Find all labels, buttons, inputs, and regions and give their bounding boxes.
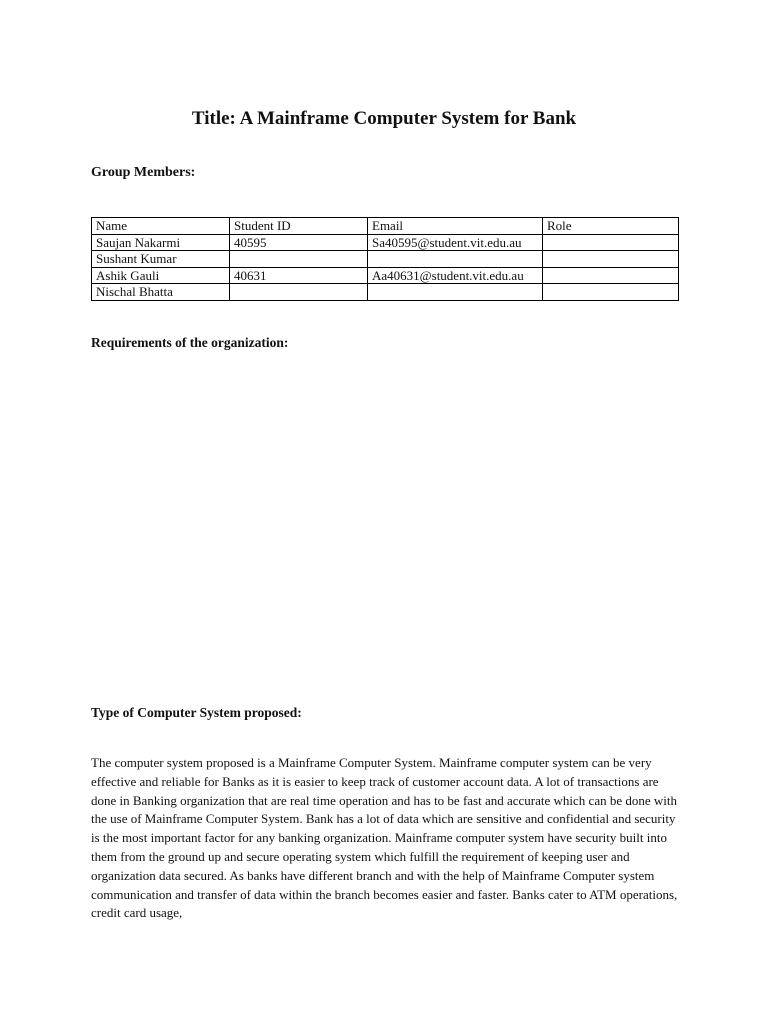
cell-student-id: 40595 — [230, 234, 368, 251]
system-type-heading: Type of Computer System proposed: — [91, 705, 302, 720]
group-members-heading: Group Members: — [91, 165, 196, 180]
document-title: Title: A Mainframe Computer System for Bank — [191, 108, 577, 129]
cell-name: Nischal Bhatta — [92, 284, 230, 301]
members-table — [91, 217, 679, 301]
cell-role — [543, 284, 679, 301]
cell-student-id — [230, 284, 368, 301]
table-row — [92, 234, 679, 251]
cell-email — [368, 251, 543, 268]
system-type-paragraph: The computer system proposed is a Mainframe Computer System. Mainframe computer system can be very effective and reliable for Banks as it is easier to keep track of customer account data. A lot of transactions are done in Banking organization that are real time operation and has to be fast and accurate which can be done with the use of Mainframe Computer System. Bank has a lot of data which are sensitive and confidential and security is the most important factor for any banking organization. Mainframe computer system have security built into them from the ground up and secure operating system which fulfill the requirement of keeping user and organization data secured. As banks have different branch and with the help of Mainframe Computer system communication and transfer of data within the branch becomes easier and faster. Banks cater to ATM operations, credit card usage, — [91, 755, 678, 921]
table-header-row — [92, 218, 679, 235]
header-role: Role — [543, 218, 679, 235]
cell-email: Aa40631@student.vit.edu.au — [368, 267, 543, 284]
table-row — [92, 251, 679, 268]
cell-student-id — [230, 251, 368, 268]
table-row — [92, 284, 679, 301]
cell-student-id: 40631 — [230, 267, 368, 284]
cell-email — [368, 284, 543, 301]
header-name: Name — [92, 218, 230, 235]
cell-name: Sushant Kumar — [92, 251, 230, 268]
cell-role — [543, 267, 679, 284]
requirements-heading: Requirements of the organization: — [91, 335, 289, 350]
header-student-id: Student ID — [230, 218, 368, 235]
cell-role — [543, 251, 679, 268]
cell-email: Sa40595@student.vit.edu.au — [368, 234, 543, 251]
cell-name: Ashik Gauli — [92, 267, 230, 284]
table-row — [92, 267, 679, 284]
cell-role — [543, 234, 679, 251]
header-email: Email — [368, 218, 543, 235]
cell-name: Saujan Nakarmi — [92, 234, 230, 251]
